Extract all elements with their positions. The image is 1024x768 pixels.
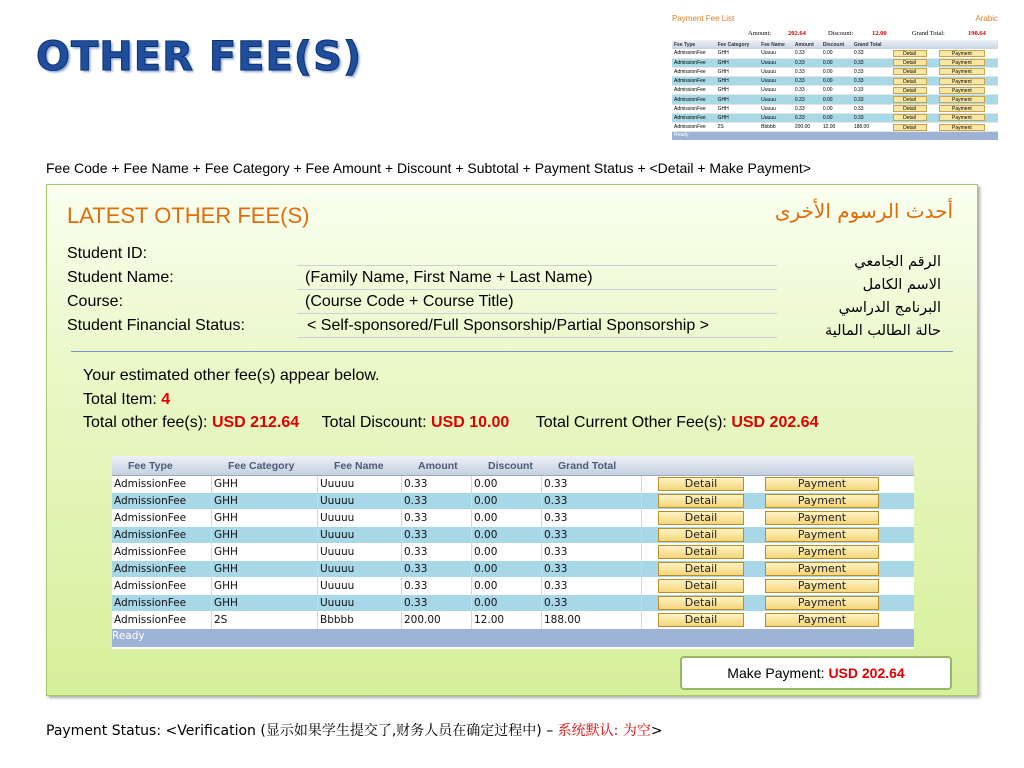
fee-table-header xyxy=(112,456,914,476)
thumbnail-cell: Uuuuu xyxy=(759,95,793,104)
financial-status-value: < Self-sponsored/Full Sponsorship/Partial Sponsorship > xyxy=(307,317,709,334)
thumbnail-column-header: Discount xyxy=(821,40,852,49)
thumbnail-detail-cell xyxy=(891,49,937,58)
detail-cell xyxy=(642,527,760,544)
total-fee-label: Total other fee(s): xyxy=(83,414,208,431)
table-cell: AdmissionFee xyxy=(112,493,212,510)
table-row xyxy=(112,493,914,510)
thumbnail-payment-cell xyxy=(937,95,998,104)
fee-table-body xyxy=(112,476,914,629)
thumbnail-row xyxy=(672,95,998,104)
thumbnail-discount-value: 12.00 xyxy=(872,30,887,37)
payment-button[interactable]: Payment xyxy=(765,562,879,576)
thumbnail-row xyxy=(672,104,998,113)
table-row xyxy=(112,544,914,561)
table-cell: 12.00 xyxy=(472,612,542,629)
arabic-student-id: الرقم الجامعي xyxy=(854,254,941,270)
thumbnail-cell: AdmissionFee xyxy=(672,113,716,122)
detail-button[interactable]: Detail xyxy=(658,545,744,559)
thumbnail-row xyxy=(672,123,998,132)
table-cell: Uuuuu xyxy=(318,561,402,578)
payment-fee-list-thumbnail xyxy=(672,14,998,144)
thumbnail-cell: GHH xyxy=(716,86,760,95)
thumbnail-payment-button[interactable]: Payment xyxy=(939,114,985,121)
summary-intro: Your estimated other fee(s) appear below. xyxy=(83,367,380,384)
detail-cell xyxy=(642,561,760,578)
thumbnail-detail-cell xyxy=(891,67,937,76)
table-cell: AdmissionFee xyxy=(112,612,212,629)
thumbnail-payment-cell xyxy=(937,113,998,122)
payment-cell xyxy=(760,612,884,629)
thumbnail-column-header xyxy=(891,40,937,49)
column-header[interactable]: Fee Name xyxy=(334,459,384,472)
detail-cell xyxy=(642,578,760,595)
payment-button[interactable]: Payment xyxy=(765,545,879,559)
course-value: (Course Code + Course Title) xyxy=(305,293,514,310)
thumbnail-cell: 0.00 xyxy=(821,58,852,67)
thumbnail-cell: 0.33 xyxy=(852,104,891,113)
thumbnail-row xyxy=(672,77,998,86)
table-row xyxy=(112,561,914,578)
payment-cell xyxy=(760,595,884,612)
thumbnail-payment-cell xyxy=(937,86,998,95)
thumbnail-detail-cell xyxy=(891,95,937,104)
table-cell: 0.00 xyxy=(472,544,542,561)
thumbnail-cell: GHH xyxy=(716,104,760,113)
thumbnail-cell: 0.00 xyxy=(821,77,852,86)
payment-button[interactable]: Payment xyxy=(765,579,879,593)
table-cell: GHH xyxy=(212,510,318,527)
financial-status-underline xyxy=(297,337,777,338)
table-cell: 200.00 xyxy=(402,612,472,629)
total-discount-label: Total Discount: xyxy=(321,414,427,431)
table-cell: GHH xyxy=(212,493,318,510)
detail-button[interactable]: Detail xyxy=(658,477,744,491)
thumbnail-cell: 0.33 xyxy=(852,113,891,122)
table-cell: 0.00 xyxy=(472,493,542,510)
table-cell: AdmissionFee xyxy=(112,510,212,527)
thumbnail-cell: AdmissionFee xyxy=(672,49,716,58)
thumbnail-payment-cell xyxy=(937,123,998,132)
thumbnail-cell: 0.00 xyxy=(821,67,852,76)
thumbnail-payment-button[interactable]: Payment xyxy=(939,78,985,85)
thumbnail-row xyxy=(672,86,998,95)
detail-button[interactable]: Detail xyxy=(658,494,744,508)
payment-button[interactable]: Payment xyxy=(765,596,879,610)
thumbnail-cell: 0.33 xyxy=(852,86,891,95)
table-cell: 2S xyxy=(212,612,318,629)
thumbnail-cell: 0.33 xyxy=(852,49,891,58)
payment-button[interactable]: Payment xyxy=(765,477,879,491)
thumbnail-amount-value: 202.64 xyxy=(788,30,806,37)
arabic-field-labels xyxy=(825,251,941,343)
thumbnail-payment-button[interactable]: Payment xyxy=(939,105,985,112)
detail-button[interactable]: Detail xyxy=(658,596,744,610)
thumbnail-column-header xyxy=(937,40,998,49)
column-header[interactable]: Fee Category xyxy=(228,459,295,472)
thumbnail-cell: AdmissionFee xyxy=(672,86,716,95)
column-header[interactable]: Amount xyxy=(418,459,458,472)
payment-cell xyxy=(760,527,884,544)
thumbnail-cell: 0.33 xyxy=(793,67,821,76)
thumbnail-cell: 0.33 xyxy=(793,104,821,113)
thumbnail-detail-button[interactable]: Detail xyxy=(893,50,927,57)
panel-title-arabic: أحدث الرسوم الأخرى xyxy=(774,199,953,223)
table-cell: 0.00 xyxy=(472,578,542,595)
table-cell: 0.33 xyxy=(542,595,642,612)
thumbnail-column-header: Grand Total xyxy=(852,40,891,49)
course-label: Course: xyxy=(67,293,124,310)
thumbnail-cell: GHH xyxy=(716,49,760,58)
thumbnail-cell: 0.33 xyxy=(852,58,891,67)
total-fee-value: USD 212.64 xyxy=(211,414,300,431)
table-cell: Uuuuu xyxy=(318,510,402,527)
total-items-label: Total Item: xyxy=(83,391,157,408)
table-cell: AdmissionFee xyxy=(112,561,212,578)
detail-cell xyxy=(642,595,760,612)
thumbnail-cell: 12.00 xyxy=(821,123,852,132)
thumbnail-cell: 0.33 xyxy=(852,77,891,86)
payment-status-prefix: Payment Status: <Verification ( xyxy=(46,723,266,739)
arabic-course: البرنامج الدراسي xyxy=(838,300,941,316)
thumbnail-payment-cell xyxy=(937,67,998,76)
thumbnail-payment-cell xyxy=(937,77,998,86)
payment-button[interactable]: Payment xyxy=(765,511,879,525)
detail-button[interactable]: Detail xyxy=(658,511,744,525)
thumbnail-grand-label: Grand Total: xyxy=(912,30,945,37)
thumbnail-cell: 0.33 xyxy=(793,113,821,122)
table-cell: 0.00 xyxy=(472,476,542,493)
table-cell: GHH xyxy=(212,527,318,544)
table-cell: Uuuuu xyxy=(318,578,402,595)
table-cell: 0.33 xyxy=(542,561,642,578)
payment-status-mid: ) – xyxy=(536,723,558,739)
totals-line xyxy=(83,414,818,432)
student-name-underline xyxy=(297,289,777,290)
thumbnail-cell: 0.00 xyxy=(821,104,852,113)
thumbnail-cell: Uuuuu xyxy=(759,113,793,122)
table-cell: Uuuuu xyxy=(318,493,402,510)
thumbnail-cell: Uuuuu xyxy=(759,67,793,76)
thumbnail-fee-table xyxy=(672,40,998,132)
table-cell: 0.33 xyxy=(542,578,642,595)
student-id-underline xyxy=(297,265,777,266)
make-payment-label: Make Payment: xyxy=(727,665,825,681)
detail-button[interactable]: Detail xyxy=(658,562,744,576)
table-cell: GHH xyxy=(212,544,318,561)
thumbnail-detail-cell xyxy=(891,113,937,122)
table-cell: 0.33 xyxy=(402,544,472,561)
table-cell: 0.00 xyxy=(472,510,542,527)
column-header[interactable]: Grand Total xyxy=(558,459,617,472)
table-cell: Uuuuu xyxy=(318,595,402,612)
arabic-language-link[interactable]: Arabic xyxy=(975,14,998,23)
thumbnail-cell: 0.33 xyxy=(793,86,821,95)
page-title: OTHER FEE(S) xyxy=(36,34,363,80)
financial-status-label: Student Financial Status: xyxy=(67,317,245,334)
thumbnail-payment-button[interactable]: Payment xyxy=(939,96,985,103)
thumbnail-title: Payment Fee List xyxy=(672,14,735,23)
thumbnail-detail-button[interactable]: Detail xyxy=(893,124,927,131)
table-cell: 0.33 xyxy=(402,493,472,510)
table-cell: GHH xyxy=(212,561,318,578)
field-spec-line: Fee Code + Fee Name + Fee Category + Fee Amount + Discount + Subtotal + Payment Status + <Detail + Make Payment> xyxy=(46,160,811,176)
thumbnail-detail-button[interactable]: Detail xyxy=(893,87,927,94)
thumbnail-detail-button[interactable]: Detail xyxy=(893,68,927,75)
table-cell: AdmissionFee xyxy=(112,476,212,493)
thumbnail-cell: Uuuuu xyxy=(759,58,793,67)
thumbnail-payment-button[interactable]: Payment xyxy=(939,87,985,94)
table-row xyxy=(112,612,914,629)
thumbnail-column-header: Fee Name xyxy=(759,40,793,49)
thumbnail-row xyxy=(672,58,998,67)
student-name-label: Student Name: xyxy=(67,269,174,286)
make-payment-button[interactable] xyxy=(680,656,952,690)
thumbnail-summary xyxy=(672,28,998,40)
table-cell: 0.33 xyxy=(542,493,642,510)
thumbnail-detail-button[interactable]: Detail xyxy=(893,59,927,66)
table-cell: AdmissionFee xyxy=(112,544,212,561)
thumbnail-discount-label: Discount: xyxy=(828,30,854,37)
detail-button[interactable]: Detail xyxy=(658,613,744,627)
detail-cell xyxy=(642,612,760,629)
thumbnail-detail-button[interactable]: Detail xyxy=(893,105,927,112)
table-cell: 0.00 xyxy=(472,527,542,544)
detail-cell xyxy=(642,493,760,510)
thumbnail-payment-cell xyxy=(937,49,998,58)
thumbnail-cell: GHH xyxy=(716,95,760,104)
thumbnail-cell: Uuuuu xyxy=(759,104,793,113)
table-cell: 0.33 xyxy=(402,510,472,527)
table-cell: GHH xyxy=(212,476,318,493)
total-items-value: 4 xyxy=(161,391,171,408)
thumbnail-cell: AdmissionFee xyxy=(672,123,716,132)
table-row xyxy=(112,578,914,595)
thumbnail-amount-label: Amount: xyxy=(748,30,772,37)
panel-title: LATEST OTHER FEE(S) xyxy=(67,203,310,228)
thumbnail-cell: AdmissionFee xyxy=(672,77,716,86)
thumbnail-cell: GHH xyxy=(716,58,760,67)
table-cell: GHH xyxy=(212,578,318,595)
detail-button[interactable]: Detail xyxy=(658,528,744,542)
current-fee-value: USD 202.64 xyxy=(731,414,819,431)
payment-cell xyxy=(760,544,884,561)
arabic-name: الاسم الكامل xyxy=(862,277,941,293)
thumbnail-payment-cell xyxy=(937,104,998,113)
table-row xyxy=(112,595,914,612)
thumbnail-column-header: Fee Category xyxy=(716,40,760,49)
thumbnail-detail-button[interactable]: Detail xyxy=(893,78,927,85)
payment-button[interactable]: Payment xyxy=(765,494,879,508)
thumbnail-cell: 0.00 xyxy=(821,49,852,58)
table-cell: 0.33 xyxy=(402,476,472,493)
thumbnail-cell: Uuuuu xyxy=(759,77,793,86)
total-items-line xyxy=(83,391,170,409)
payment-cell xyxy=(760,476,884,493)
thumbnail-payment-button[interactable]: Payment xyxy=(939,59,985,66)
thumbnail-cell: 188.00 xyxy=(852,123,891,132)
payment-cell xyxy=(760,578,884,595)
payment-status-default: 系统默认: 为空 xyxy=(557,723,651,739)
thumbnail-cell: 0.00 xyxy=(821,86,852,95)
table-row xyxy=(112,527,914,544)
table-cell: 0.33 xyxy=(542,510,642,527)
fee-table xyxy=(112,456,914,649)
detail-cell xyxy=(642,476,760,493)
payment-status-chinese: 显示如果学生提交了,财务人员在确定过程中 xyxy=(265,723,537,739)
thumbnail-cell: Bbbbb xyxy=(759,123,793,132)
section-divider xyxy=(71,351,953,352)
thumbnail-cell: GHH xyxy=(716,67,760,76)
student-name-value: (Family Name, First Name + Last Name) xyxy=(305,269,593,286)
thumbnail-detail-cell xyxy=(891,58,937,67)
detail-button[interactable]: Detail xyxy=(658,579,744,593)
table-cell: 0.33 xyxy=(402,578,472,595)
thumbnail-cell: 0.00 xyxy=(821,95,852,104)
thumbnail-detail-cell xyxy=(891,77,937,86)
thumbnail-cell: AdmissionFee xyxy=(672,104,716,113)
table-cell: AdmissionFee xyxy=(112,595,212,612)
payment-cell xyxy=(760,493,884,510)
thumbnail-column-header: Fee Type xyxy=(672,40,716,49)
thumbnail-cell: Uuuuu xyxy=(759,49,793,58)
table-cell: AdmissionFee xyxy=(112,527,212,544)
table-cell: AdmissionFee xyxy=(112,578,212,595)
table-cell: 0.33 xyxy=(402,561,472,578)
payment-status-note xyxy=(46,720,663,740)
payment-status-suffix: > xyxy=(650,723,663,739)
table-cell: GHH xyxy=(212,595,318,612)
thumbnail-detail-cell xyxy=(891,86,937,95)
thumbnail-row xyxy=(672,67,998,76)
payment-cell xyxy=(760,510,884,527)
table-cell: 188.00 xyxy=(542,612,642,629)
thumbnail-detail-cell xyxy=(891,123,937,132)
table-cell: 0.33 xyxy=(402,595,472,612)
current-fee-label: Total Current Other Fee(s): xyxy=(535,414,727,431)
table-cell: Uuuuu xyxy=(318,527,402,544)
table-cell: 0.33 xyxy=(542,527,642,544)
thumbnail-payment-cell xyxy=(937,58,998,67)
table-cell: 0.33 xyxy=(542,476,642,493)
detail-cell xyxy=(642,510,760,527)
column-header[interactable]: Fee Type xyxy=(128,459,173,472)
table-cell: Uuuuu xyxy=(318,544,402,561)
table-cell: 0.00 xyxy=(472,595,542,612)
thumbnail-cell: 0.33 xyxy=(793,58,821,67)
thumbnail-cell: GHH xyxy=(716,77,760,86)
thumbnail-row xyxy=(672,49,998,58)
table-cell: 0.33 xyxy=(542,544,642,561)
total-discount-value: USD 10.00 xyxy=(430,414,510,431)
table-cell: Bbbbb xyxy=(318,612,402,629)
detail-cell xyxy=(642,544,760,561)
thumbnail-row xyxy=(672,113,998,122)
table-cell: 0.33 xyxy=(402,527,472,544)
thumbnail-payment-button[interactable]: Payment xyxy=(939,68,985,75)
thumbnail-payment-button[interactable]: Payment xyxy=(939,124,985,131)
thumbnail-column-header: Amount xyxy=(793,40,821,49)
thumbnail-cell: GHH xyxy=(716,113,760,122)
table-status-bar: Ready xyxy=(112,629,914,647)
table-row xyxy=(112,510,914,527)
student-id-label: Student ID: xyxy=(67,245,148,262)
column-header[interactable]: Discount xyxy=(488,459,533,472)
thumbnail-cell: 0.33 xyxy=(852,95,891,104)
payment-button[interactable]: Payment xyxy=(765,528,879,542)
thumbnail-grand-value: 190.64 xyxy=(968,30,986,37)
make-payment-amount: USD 202.64 xyxy=(828,665,905,681)
payment-button[interactable]: Payment xyxy=(765,613,879,627)
thumbnail-cell: AdmissionFee xyxy=(672,95,716,104)
thumbnail-cell: AdmissionFee xyxy=(672,67,716,76)
thumbnail-detail-cell xyxy=(891,104,937,113)
thumbnail-cell: 2S xyxy=(716,123,760,132)
thumbnail-cell: 0.33 xyxy=(852,67,891,76)
arabic-financial-status: حالة الطالب المالية xyxy=(824,323,941,339)
payment-cell xyxy=(760,561,884,578)
thumbnail-status-bar: Ready xyxy=(672,132,998,140)
thumbnail-cell: 0.33 xyxy=(793,77,821,86)
table-cell: Uuuuu xyxy=(318,476,402,493)
thumbnail-payment-button[interactable]: Payment xyxy=(939,50,985,57)
thumbnail-detail-button[interactable]: Detail xyxy=(893,96,927,103)
thumbnail-cell: 0.33 xyxy=(793,49,821,58)
thumbnail-cell: 0.33 xyxy=(793,95,821,104)
thumbnail-cell: 200.00 xyxy=(793,123,821,132)
thumbnail-detail-button[interactable]: Detail xyxy=(893,114,927,121)
thumbnail-cell: Uuuuu xyxy=(759,86,793,95)
thumbnail-cell: AdmissionFee xyxy=(672,58,716,67)
table-cell: 0.00 xyxy=(472,561,542,578)
course-underline xyxy=(297,313,777,314)
table-row xyxy=(112,476,914,493)
thumbnail-cell: 0.00 xyxy=(821,113,852,122)
